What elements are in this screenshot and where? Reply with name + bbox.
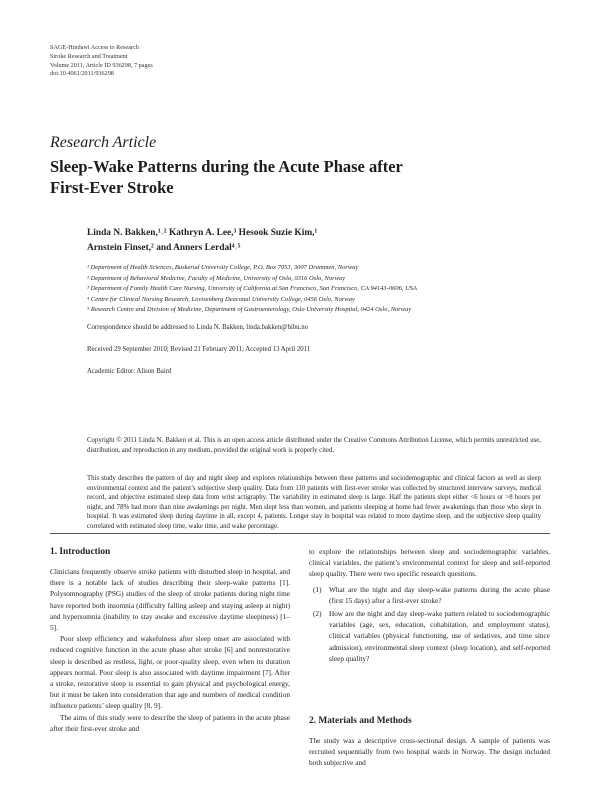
paper-title — [50, 156, 403, 198]
question-text: How are the night and day sleep-wake pattern related to sociodemographic variables (age, sex, education, cohabitation, and employment status), clinical variables (physical functioning, use of sedatives, and time since admission), environmental sleep context (sleep location), and self-reported sleep quality? — [329, 609, 550, 663]
authors-line-1: Linda N. Bakken,¹˒² Kathryn A. Lee,³ Hesook Suzie Kim,¹ — [87, 228, 318, 238]
journal-name: Stroke Research and Treatment — [50, 52, 128, 60]
affiliation-4: ⁴ Centre for Clinical Nursing Research, Lovisenberg Deaconal University College, 0456 Oslo, Norway — [87, 295, 355, 303]
affiliations — [87, 263, 417, 316]
question-text: What are the night and day sleep-wake patterns during the acute phase (first 15 days) after a first-ever stroke? — [329, 584, 550, 605]
research-questions — [309, 584, 550, 664]
methods-column — [309, 735, 550, 769]
methods-heading: 2. Materials and Methods — [309, 716, 412, 726]
copyright-notice: Copyright © 2011 Linda N. Bakken et al. This is an open access article distributed under the Creative Commons Attribution License, which permits unrestricted use, distribution, and reproduction in any medium, provided the original work is properly cited. — [87, 437, 541, 454]
methods-paragraph-1: The study was a descriptive cross-sectional design. A sample of patients was recruited sequentially from two hospital wards in Norway. The design included both subjective and — [309, 736, 550, 768]
academic-editor: Academic Editor: Alison Baird — [87, 368, 172, 375]
journal-info — [50, 44, 153, 79]
question-number: (2) — [313, 609, 322, 619]
article-type: Research Article — [50, 134, 157, 151]
affiliation-5: ⁵ Research Centre and Division of Medicine, Department of Gastroenterology, Oslo University Hospital, 0424 Oslo, Norway — [87, 306, 412, 314]
affiliation-3: ³ Department of Family Health Care Nursing, University of California at San Francisco, San Francisco, CA 94143-0606, USA — [87, 285, 417, 293]
author-list — [87, 226, 317, 256]
list-item — [309, 584, 550, 606]
title-line-1: Sleep-Wake Patterns during the Acute Phase after — [50, 157, 403, 176]
introduction-heading: 1. Introduction — [50, 547, 111, 557]
question-number: (1) — [313, 584, 322, 594]
affiliation-2: ² Department of Behavioral Medicine, Faculty of Medicine, University of Oslo, 0316 Oslo, Norway — [87, 274, 346, 282]
intro-paragraph-3: The aims of this study were to describe the sleep of patients in the acute phase after their first-ever stroke and — [50, 712, 290, 733]
journal-publisher: SAGE-Hindawi Access to Research — [50, 44, 139, 51]
intro-paragraph-2: Poor sleep efficiency and wakefulness after sleep onset are associated with reduced cognitive function in the acute phase after stroke [6] and nonrestorative sleep is described as restless, light, or poor-quality sleep, even when its duration appears normal. Poor sleep is also associated with daytime impairment [7]. After a stroke, restorative sleep is essential to gain physical and psychological energy, but it must be taken into consideration that age and numbers of medical condition influence patients’ sleep quality [8, 9]. — [50, 634, 290, 711]
intro-paragraph-1: Clinicians frequently observe stroke patients with disturbed sleep in hospital, and there is a notable lack of studies describing their sleep-wake patterns [1]. Polysomnography (PSG) studies of the sleep of stroke patients during night time have reported both insomnia (difficulty falling asleep and staying asleep at night) and hypersomnia (inability to stay awake and excessive daytime sleepiness) [1–5]. — [50, 567, 290, 633]
title-line-2: First-Ever Stroke — [50, 178, 174, 197]
correspondence: Correspondence should be addressed to Linda N. Bakken, linda.bakken@hibu.no — [87, 324, 309, 331]
journal-volume: Volume 2011, Article ID 936298, 7 pages — [50, 61, 153, 69]
abstract: This study describes the pattern of day and night sleep and explores relationships between these patterns and sociodemographic and clinical factors as well as sleep environmental context and the patient’s subjective sleep quality. Data from 110 patients with first-ever stroke was collected by structured interview surveys, medical record, and objective estimated sleep data from wrist actigraphy. The variability in estimated sleep is large. Half the patients slept either <6 hours or >8 hours per night, and 78% had more than nine awakenings per night. Men slept less than women, and patients sleeping at home had fewer awakenings than those who slept in hospital. It was estimated sleep during daytime in all, except 4, patients. Longer stay in hospital was related to more daytime sleep, and the subjective sleep quality correlated with estimated sleep time, wake time, and wake percentage. — [87, 475, 541, 530]
affiliation-1: ¹ Department of Health Sciences, Buskerud University College, P.O. Box 7053, 3007 Drammen, Norway — [87, 264, 359, 271]
intro-paragraph-4: to explore the relationships between sleep and sociodemographic variables, clinical variables, the patient’s environmental context for sleep and self-reported sleep quality. There were two specific research questions. — [309, 547, 550, 579]
journal-doi: doi:10.4061/2011/936298 — [50, 70, 114, 78]
left-column — [50, 566, 290, 734]
authors-line-2: Arnstein Finset,² and Anners Lerdal⁴˒⁵ — [87, 243, 241, 253]
section-divider — [50, 533, 550, 534]
received-dates: Received 29 September 2010; Revised 21 February 2011; Accepted 13 April 2011 — [87, 346, 311, 353]
right-column — [309, 546, 550, 666]
list-item — [309, 608, 550, 664]
